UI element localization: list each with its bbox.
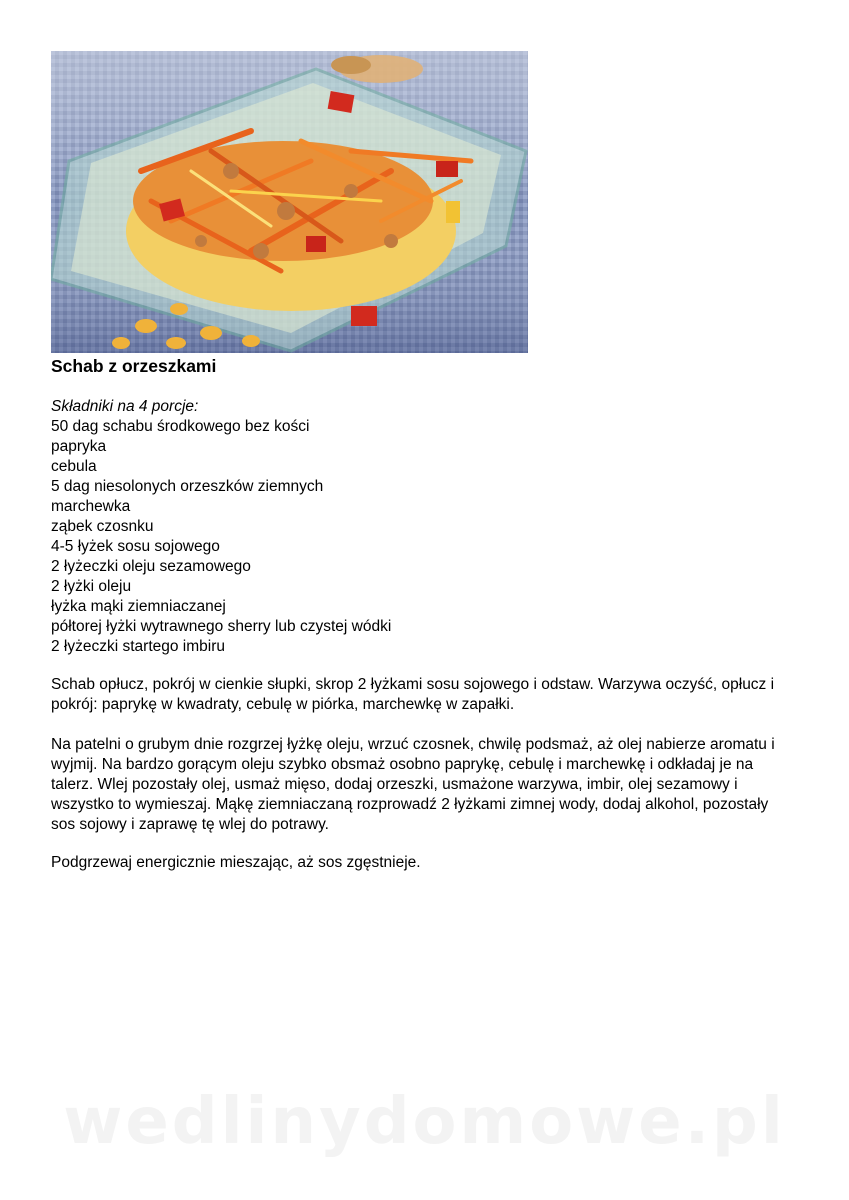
step-paragraph-1: Schab opłucz, pokrój w cienkie słupki, skrop 2 łyżkami sosu sojowego i odstaw. Warzywa oczyść, opłucz i pokrój: paprykę w kwadraty, cebulę w piórka, marchewkę w zapałki. bbox=[51, 676, 775, 713]
servings-label: Składniki na 4 porcje: bbox=[51, 398, 199, 415]
ingredient-item: 4-5 łyżek sosu sojowego bbox=[51, 538, 220, 555]
ingredient-item: 2 łyżeczki oleju sezamowego bbox=[51, 558, 251, 575]
ingredient-item: łyżka mąki ziemniaczanej bbox=[51, 598, 226, 615]
ingredient-item: półtorej łyżki wytrawnego sherry lub czystej wódki bbox=[51, 618, 392, 635]
ingredients-list bbox=[51, 417, 391, 657]
dish-image bbox=[51, 51, 528, 353]
ingredient-item: cebula bbox=[51, 458, 97, 475]
recipe-photo bbox=[51, 51, 528, 353]
recipe-title: Schab z orzeszkami bbox=[51, 356, 217, 376]
ingredient-item: marchewka bbox=[51, 498, 131, 515]
ingredient-item: 50 dag schabu środkowego bez kości bbox=[51, 418, 310, 435]
ingredient-item: papryka bbox=[51, 438, 107, 455]
step-paragraph-3: Podgrzewaj energicznie mieszając, aż sos zgęstnieje. bbox=[51, 854, 421, 871]
ingredient-item: 2 łyżki oleju bbox=[51, 578, 132, 595]
ingredient-item: 5 dag niesolonych orzeszków ziemnych bbox=[51, 478, 324, 495]
ingredient-item: ząbek czosnku bbox=[51, 518, 154, 535]
ingredients-section bbox=[51, 397, 391, 657]
ingredient-item: 2 łyżeczki startego imbiru bbox=[51, 638, 226, 655]
site-watermark: wedlinydomowe.pl bbox=[63, 1085, 786, 1159]
step-paragraph-2: Na patelni o grubym dnie rozgrzej łyżkę oleju, wrzuć czosnek, chwilę podsmaż, aż olej nabierze aromatu i wyjmij. Na bardzo gorącym oleju szybko obsmaż osobno paprykę, cebulę i marchewkę i odkładaj je na talerz. Wlej pozostały olej, usmaż mięso, dodaj orzeszki, usmażone warzywa, imbir, olej sezamowy i wszystko to wymieszaj. Mąkę ziemniaczaną rozprowadź 2 łyżkami zimnej wody, dodaj alkohol, pozostały sos sojowy i zaprawę tę wlej do potrawy. bbox=[51, 736, 775, 833]
